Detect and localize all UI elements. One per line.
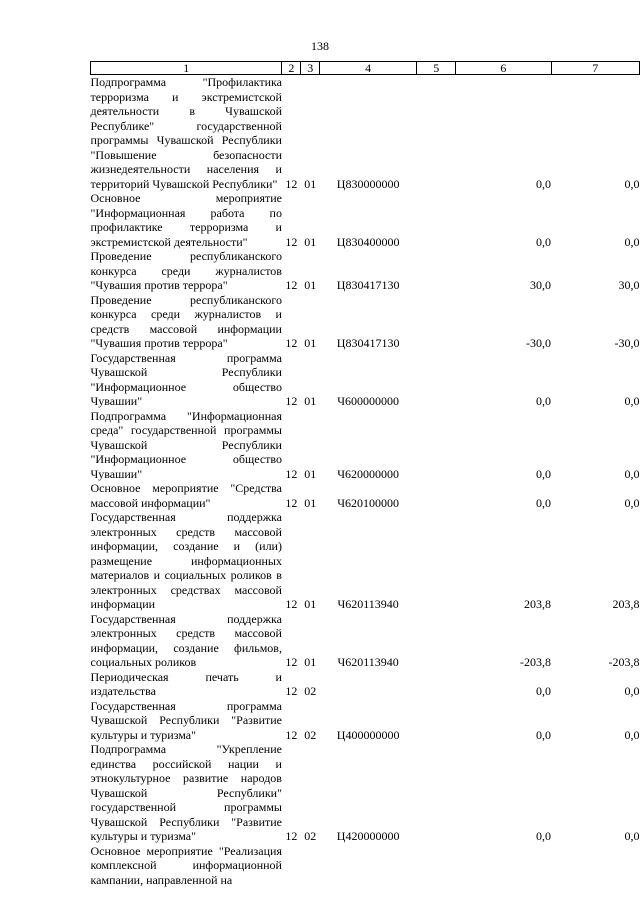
amount-year-2: 0,0 [624,234,640,249]
amount-year-2: 0,0 [624,176,640,191]
amount-year-1: 0,0 [536,684,552,698]
amount-year-1: 0,0 [536,176,552,191]
item-name: Периодическая печать и издательства [90,669,282,698]
amount-year-2: 0,0 [624,684,640,698]
amount-year-2 [551,844,639,888]
expense-type-code [417,510,456,612]
section-code: 12 [285,727,298,742]
subsection-code: 01 [304,336,317,350]
subsection-code: 01 [304,597,317,611]
amount-year-2: 0,0 [624,727,640,742]
header-cell: 7 [551,62,639,75]
amount-year-1 [456,844,551,888]
section-code: 12 [285,684,298,698]
table-row [91,670,640,699]
item-name: Государственная программа Чувашской Республики "Информационное общество Чувашии" [90,350,282,408]
item-name: Подпрограмма "Профилактика терроризма и экстремистской деятельности в Чувашской Республике" государственной программы Чувашской Республики "Повышение безопасности жизнедеятельности населения и территорий Чувашской Республики" [90,75,282,191]
target-article-code: Ч620000000 [337,466,400,481]
table-row [91,249,640,293]
amount-year-1: 0,0 [536,466,552,481]
table-row [91,351,640,409]
subsection-code [301,844,320,888]
header-cell: 6 [456,62,551,75]
subsection-code: 01 [304,466,317,481]
expense-type-code [417,351,456,409]
header-cell: 5 [417,62,456,75]
section-code: 12 [285,829,298,843]
amount-year-1: 0,0 [536,495,552,510]
amount-year-1: 203,8 [524,597,552,611]
subsection-code: 01 [304,394,317,408]
target-article-code: Ч620113940 [337,655,399,669]
target-article-code: Ч620113940 [337,597,399,611]
table-row [91,844,640,888]
subsection-code: 02 [304,684,317,698]
budget-table [90,61,640,887]
expense-type-code [417,699,456,743]
expense-type-code [417,293,456,351]
target-article-code: Ц420000000 [336,829,400,843]
target-article-code [320,670,417,699]
section-code: 12 [285,278,298,292]
item-name: Подпрограмма "Укрепление единства российской нации и этнокультурное развитие народов Чувашской Республики" государственной программы Чувашской Республики "Развитие культуры и туризма" [90,742,282,843]
target-article-code [320,844,417,888]
section-code: 12 [285,466,298,481]
section-code: 12 [285,234,298,249]
section-code: 12 [285,655,298,669]
item-name: Государственная поддержка электронных средств массовой информации, создание и (или) размещение информационных материалов и социальных роликов в электронных средствах массовой информации [90,510,282,611]
section-code: 12 [285,495,298,510]
expense-type-code [417,742,456,844]
item-name: Государственная программа Чувашской Республики "Развитие культуры и туризма" [90,698,282,742]
expense-type-code [417,249,456,293]
table-row [91,699,640,743]
amount-year-1: 0,0 [536,829,552,843]
header-cell: 4 [320,62,417,75]
table-row [91,612,640,670]
expense-type-code [417,670,456,699]
expense-type-code [417,409,456,482]
item-name: Основное мероприятие "Реализация комплексной информационной кампании, направленной на [90,843,282,887]
amount-year-1: -203,8 [520,655,552,669]
table-row [91,293,640,351]
amount-year-1: 30,0 [530,278,552,292]
amount-year-1: 0,0 [536,727,552,742]
header-cell: 2 [282,62,301,75]
table-row [91,191,640,249]
item-name: Проведение республиканского конкурса среди журналистов "Чувашия против террора" [90,249,282,292]
header-cell: 3 [301,62,320,75]
subsection-code: 01 [304,176,317,191]
target-article-code: Ц830400000 [336,234,400,249]
subsection-code: 02 [304,727,317,742]
amount-year-2: 0,0 [624,394,640,408]
subsection-code: 02 [304,829,317,843]
expense-type-code [417,481,456,510]
amount-year-2: 0,0 [624,466,640,481]
section-code: 12 [285,176,298,191]
section-code: 12 [285,394,298,408]
page-number: 138 [311,39,329,53]
amount-year-1: 0,0 [536,394,552,408]
expense-type-code [417,844,456,888]
item-name: Проведение республиканского конкурса среди журналистов и средств массовой информации "Чувашия против террора" [90,292,282,350]
item-name: Основное мероприятие "Средства массовой информации" [90,481,282,510]
header-cell: 1 [91,62,282,75]
table-row [91,75,640,192]
table-row [91,481,640,510]
item-name: Основное мероприятие "Информационная работа по профилактике терроризма и экстремистской деятельности" [90,191,282,249]
expense-type-code [417,612,456,670]
section-code [282,844,301,888]
subsection-code: 01 [304,278,317,292]
subsection-code: 01 [304,495,317,510]
subsection-code: 01 [304,655,317,669]
amount-year-1: 0,0 [536,234,552,249]
amount-year-1: -30,0 [526,336,552,350]
table-row [91,510,640,612]
table-row [91,409,640,482]
subsection-code: 01 [304,234,317,249]
section-code: 12 [285,336,298,350]
item-name: Подпрограмма "Информационная среда" государственной программы Чувашской Республики "Информационное общество Чувашии" [90,408,282,481]
table-row [91,742,640,844]
amount-year-2: -30,0 [614,336,640,350]
item-name: Государственная поддержка электронных средств массовой информации, создание фильмов, социальных роликов [90,611,282,669]
target-article-code: Ч600000000 [337,394,400,408]
amount-year-2: 0,0 [624,495,640,510]
section-code: 12 [285,597,298,611]
amount-year-2: 0,0 [624,829,640,843]
amount-year-2: -203,8 [608,655,640,669]
target-article-code: Ц830000000 [336,176,400,191]
amount-year-2: 203,8 [612,597,640,611]
target-article-code: Ц830417130 [336,336,400,350]
target-article-code: Ц400000000 [336,727,400,742]
amount-year-2: 30,0 [618,278,640,292]
header-row [91,62,640,75]
target-article-code: Ч620100000 [337,495,400,510]
target-article-code: Ц830417130 [336,278,400,292]
expense-type-code [417,75,456,192]
expense-type-code [417,191,456,249]
